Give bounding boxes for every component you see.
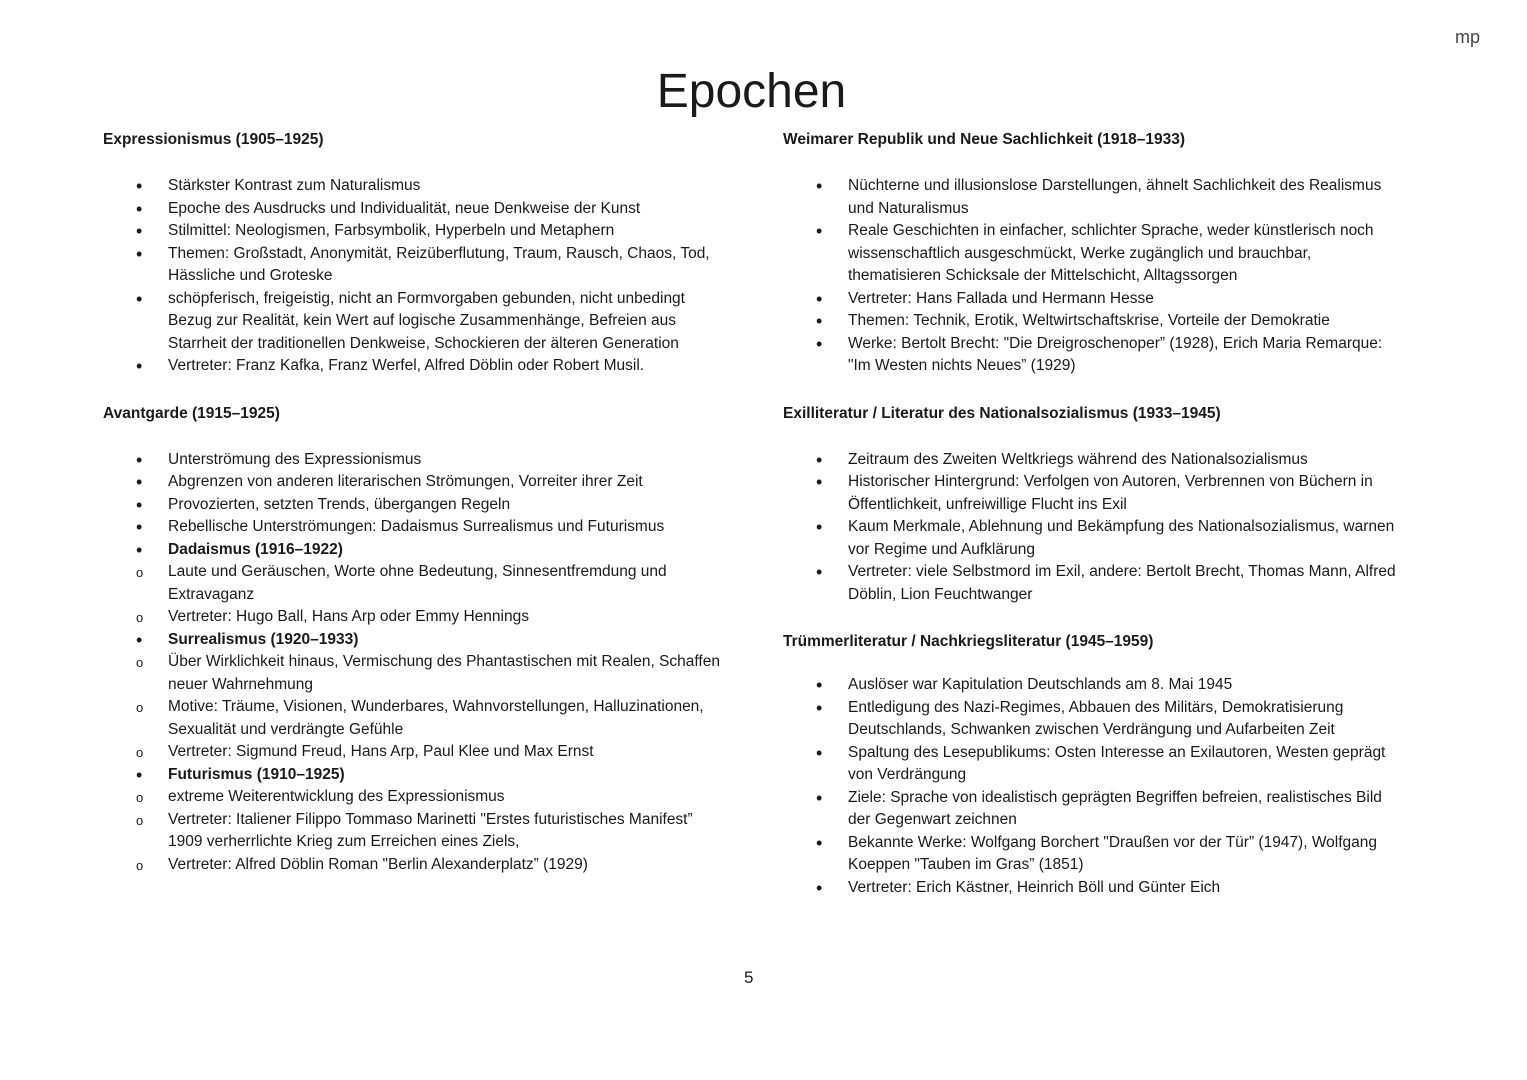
list-item: • Vertreter: Erich Kästner, Heinrich Böll und Günter Eich [783,877,1403,900]
list-item: • Vertreter: viele Selbstmord im Exil, andere: Bertolt Brecht, Thomas Mann, Alfred Döblin, Lion Feuchtwanger [783,561,1403,606]
section-heading: Weimarer Republik und Neue Sachlichkeit (1918–1933) [783,131,1186,148]
list-item: • Ziele: Sprache von idealistisch geprägten Begriffen befreien, realistisches Bild der Gegenwart zeichnen [783,787,1403,832]
bullet-list [783,449,1403,607]
sub-list-item: o Motive: Träume, Visionen, Wunderbares, Wahnvorstellungen, Halluzinationen, Sexualität und verdrängte Gefühle [103,696,723,741]
left-column [103,129,723,876]
list-item: • Vertreter: Franz Kafka, Franz Werfel, Alfred Döblin oder Robert Musil. [103,355,723,378]
sub-list [103,786,723,876]
sub-list-item: o Vertreter: Alfred Döblin Roman "Berlin Alexanderplatz” (1929) [103,854,723,877]
page-number: 5 [744,968,754,987]
subsection-label: Surrealismus (1920–1933) [168,630,359,648]
section-heading: Avantgarde (1915–1925) [103,404,280,422]
list-item: • Werke: Bertolt Brecht: "Die Dreigroschenoper” (1928), Erich Maria Remarque: "Im Westen nichts Neues” (1929) [783,333,1403,378]
section-heading: Trümmerliteratur / Nachkriegsliteratur (1945–1959) [783,633,1154,650]
subsection-label: Dadaismus (1916–1922) [168,540,343,558]
list-item: • Epoche des Ausdrucks und Individualität, neue Denkweise der Kunst [103,198,723,221]
sub-list-item: o Über Wirklichkeit hinaus, Vermischung des Phantastischen mit Realen, Schaffen neuer Wahrnehmung [103,651,723,696]
list-item: • Bekannte Werke: Wolfgang Borchert "Draußen vor der Tür” (1947), Wolfgang Koeppen "Tauben im Gras” (1851) [783,832,1403,877]
list-item: • Abgrenzen von anderen literarischen Strömungen, Vorreiter ihrer Zeit [103,471,723,494]
section-heading: Expressionismus (1905–1925) [103,131,324,148]
list-item: • Kaum Merkmale, Ablehnung und Bekämpfung des Nationalsozialismus, warnen vor Regime und Aufklärung [783,516,1403,561]
sub-list-item: o Vertreter: Sigmund Freud, Hans Arp, Paul Klee und Max Ernst [103,741,723,764]
bullet-list [103,764,723,787]
section-avantgarde [103,403,723,877]
section-truemmerliteratur [783,631,1403,899]
section-weimarer-republik [783,129,1403,378]
bullet-list [783,674,1403,899]
sub-list [103,561,723,629]
list-item: • Historischer Hintergrund: Verfolgen von Autoren, Verbrennen von Büchern in Öffentlichkeit, unfreiwillige Flucht ins Exil [783,471,1403,516]
list-item: • Nüchterne und illusionslose Darstellungen, ähnelt Sachlichkeit des Realismus und Naturalismus [783,175,1403,220]
bullet-list [103,175,723,378]
list-item: • Provozierten, setzten Trends, übergangen Regeln [103,494,723,517]
list-item: • Vertreter: Hans Fallada und Hermann Hesse [783,288,1403,311]
sub-list-item: o Laute und Geräuschen, Worte ohne Bedeutung, Sinnesentfremdung und Extravaganz [103,561,723,606]
sub-list [103,651,723,764]
right-column [783,129,1403,899]
list-item: • Themen: Technik, Erotik, Weltwirtschaftskrise, Vorteile der Demokratie [783,310,1403,333]
section-expressionismus [103,129,723,378]
sub-list-item: o extreme Weiterentwicklung des Expressionismus [103,786,723,809]
list-item: • Spaltung des Lesepublikums: Osten Interesse an Exilautoren, Westen geprägt von Verdrängung [783,742,1403,787]
bullet-list [103,449,723,562]
list-item: • Rebellische Unterströmungen: Dadaismus Surrealismus und Futurismus [103,516,723,539]
list-item: • schöpferisch, freigeistig, nicht an Formvorgaben gebunden, nicht unbedingt Bezug zur Realität, kein Wert auf logische Zusammenhänge, Befreien aus Starrheit der traditionellen Denkweise, Schockieren der älteren Generation [103,288,723,356]
list-item: • Zeitraum des Zweiten Weltkriegs während des Nationalsozialismus [783,449,1403,472]
list-item: • Auslöser war Kapitulation Deutschlands am 8. Mai 1945 [783,674,1403,697]
list-item: • Stilmittel: Neologismen, Farbsymbolik, Hyperbeln und Metaphern [103,220,723,243]
bullet-list [783,175,1403,378]
list-item: • Reale Geschichten in einfacher, schlichter Sprache, weder künstlerisch noch wissenschaftlich ausgeschmückt, Werke zugänglich und brauchbar, thematisieren Schicksale der Mittelschicht, Alltagssorgen [783,220,1403,288]
list-item-surrealismus [103,629,723,652]
sub-list-item: o Vertreter: Italiener Filippo Tommaso Marinetti "Erstes futuristisches Manifest” 1909 verherrlichte Krieg zum Erreichen eines Ziels, [103,809,723,854]
sub-list-item: o Vertreter: Hugo Ball, Hans Arp oder Emmy Hennings [103,606,723,629]
list-item: • Entledigung des Nazi-Regimes, Abbauen des Militärs, Demokratisierung Deutschlands, Schwanken zwischen Verdrängung und Aufarbeiten Zeit [783,697,1403,742]
list-item: • Stärkster Kontrast zum Naturalismus [103,175,723,198]
section-exilliteratur [783,403,1403,607]
list-item-futurismus [103,764,723,787]
bullet-list [103,629,723,652]
list-item: • Themen: Großstadt, Anonymität, Reizüberflutung, Traum, Rausch, Chaos, Tod, Hässliche und Groteske [103,243,723,288]
page-title: Epochen [656,65,847,118]
section-heading: Exilliteratur / Literatur des Nationalsozialismus (1933–1945) [783,404,1221,422]
list-item-dadaismus [103,539,723,562]
list-item: • Unterströmung des Expressionismus [103,449,723,472]
subsection-label: Futurismus (1910–1925) [168,765,345,783]
author-initials: mp [1454,27,1480,47]
